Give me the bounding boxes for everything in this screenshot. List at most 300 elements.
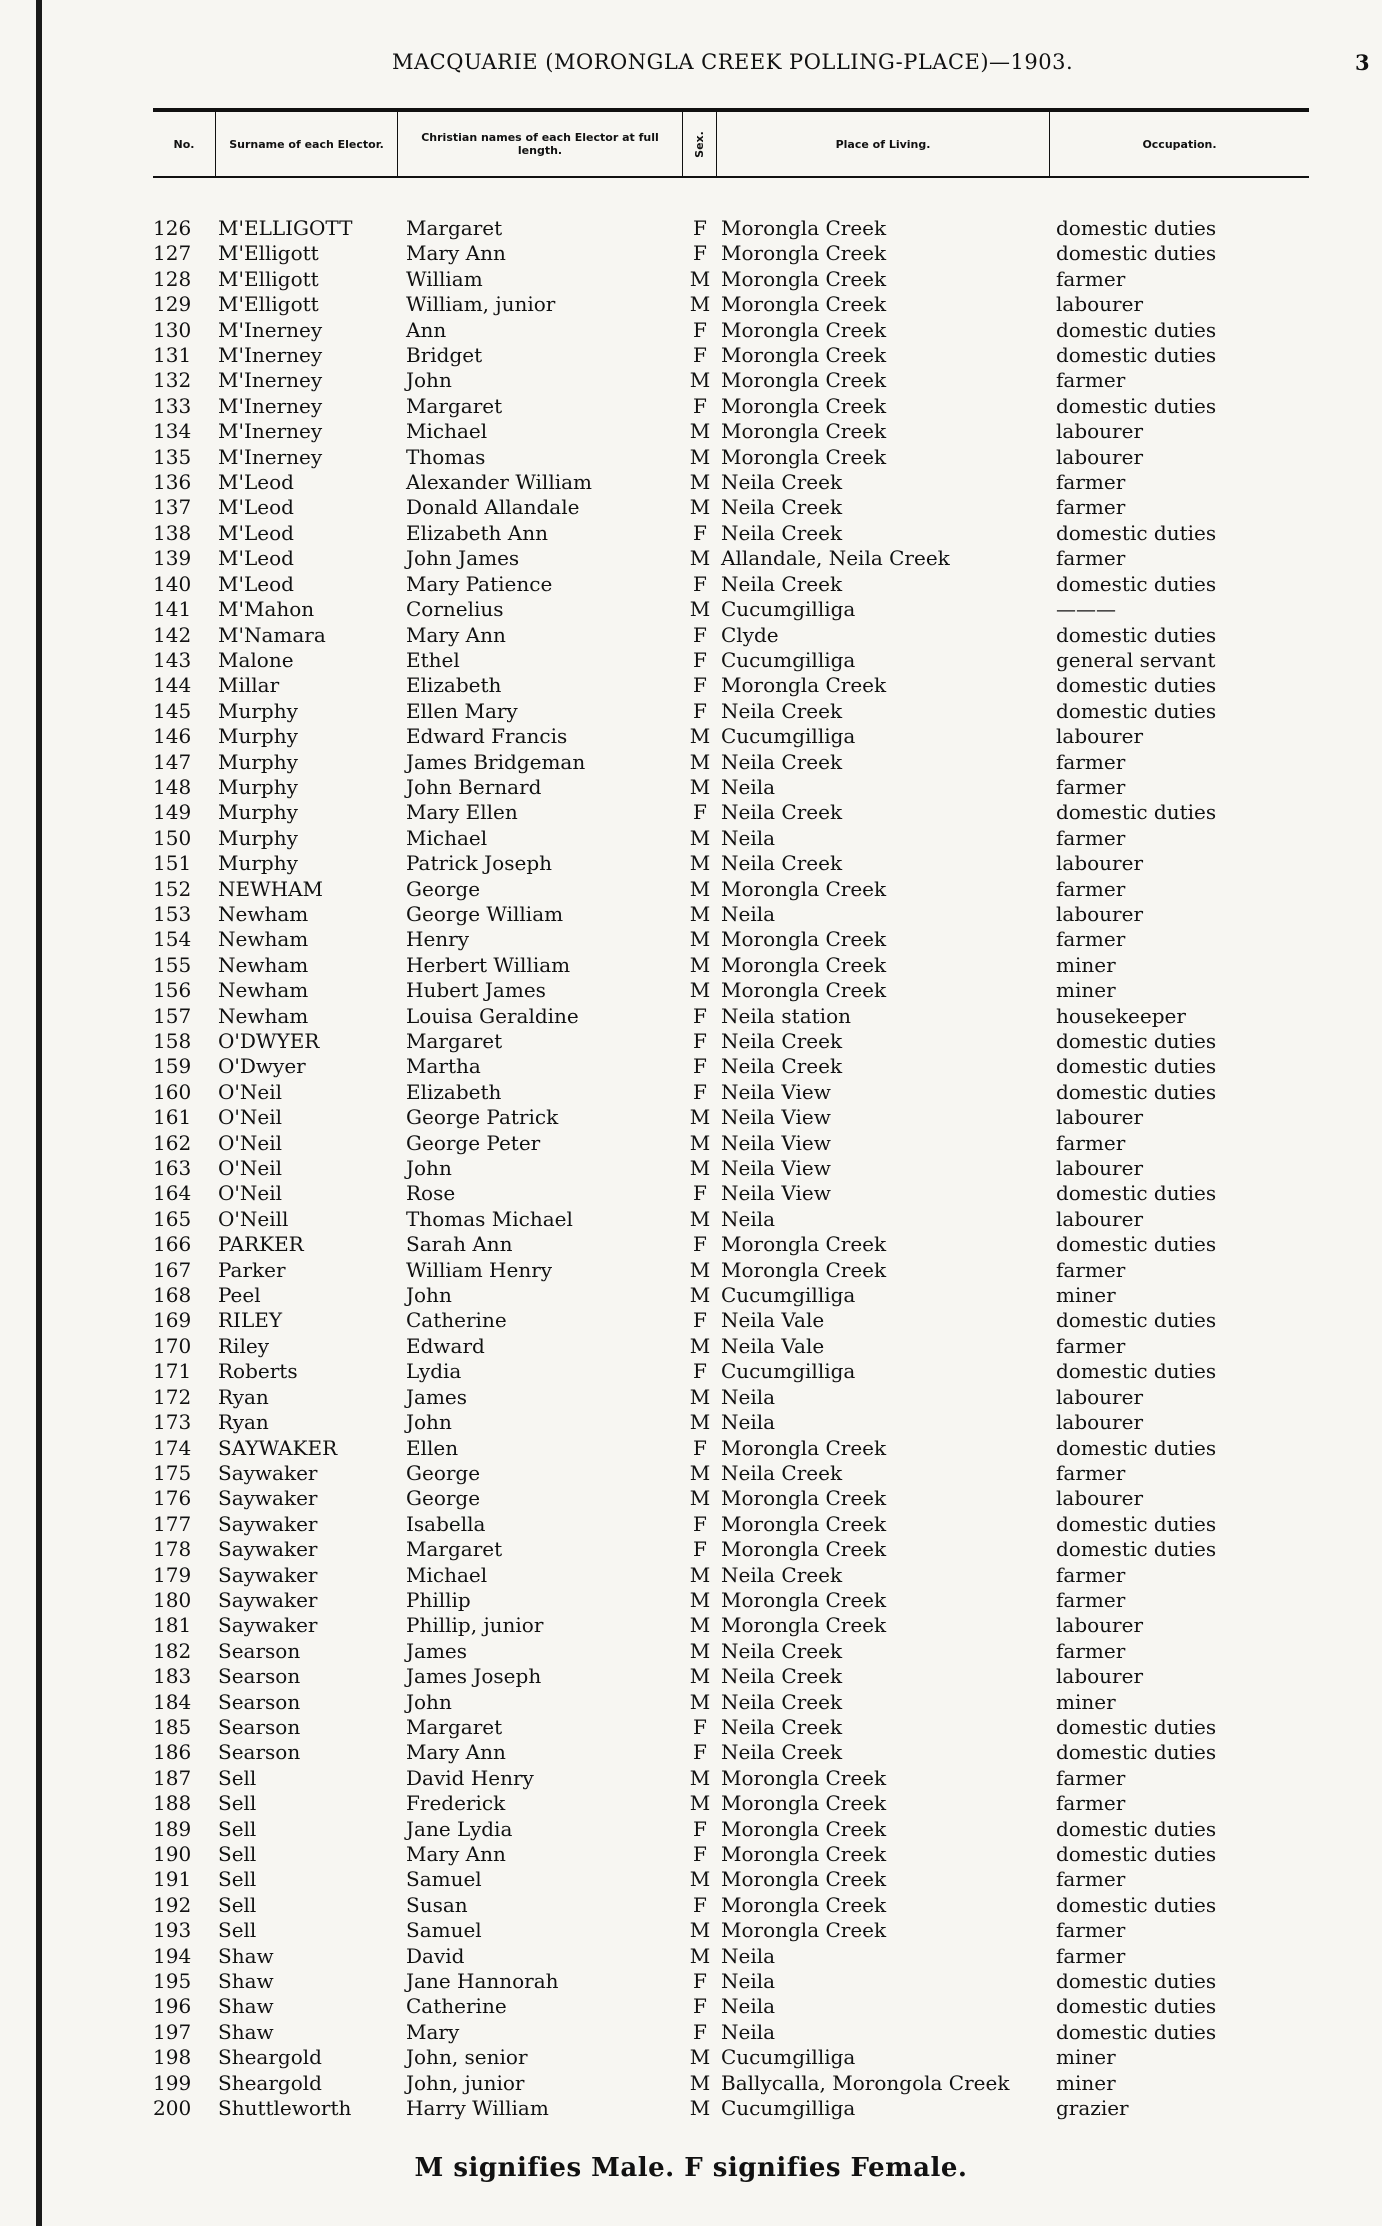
elector-christian-names: John, junior — [406, 2070, 525, 2095]
elector-sex: F — [693, 1740, 707, 1765]
elector-occupation: domestic duties — [1056, 1969, 1217, 1994]
elector-sex: M — [689, 724, 711, 749]
table-row — [153, 2020, 1309, 2045]
elector-occupation: miner — [1056, 2070, 1116, 2095]
elector-occupation: domestic duties — [1056, 1232, 1217, 1257]
table-row — [153, 1207, 1309, 1232]
elector-place-of-living: Morongla Creek — [721, 216, 887, 240]
elector-place-of-living: Cucumgilliga — [721, 647, 856, 672]
elector-occupation: farmer — [1056, 876, 1126, 901]
elector-occupation: domestic duties — [1056, 1714, 1217, 1739]
elector-number: 193 — [153, 1918, 192, 1943]
elector-number: 142 — [153, 622, 192, 647]
table-row — [153, 267, 1309, 292]
elector-occupation: farmer — [1056, 1562, 1126, 1587]
elector-place-of-living: Neila Creek — [721, 495, 843, 520]
elector-place-of-living: Neila Creek — [721, 1638, 843, 1663]
elector-occupation: farmer — [1056, 749, 1126, 774]
elector-christian-names: Alexander William — [406, 470, 592, 495]
elector-number: 154 — [153, 927, 192, 952]
elector-christian-names: George Peter — [406, 1130, 541, 1155]
table-row — [153, 1461, 1309, 1486]
table-row — [153, 1359, 1309, 1384]
elector-christian-names: Michael — [406, 1562, 488, 1587]
elector-surname: Sell — [218, 1892, 257, 1917]
elector-place-of-living: Neila Creek — [721, 1689, 843, 1714]
elector-occupation: farmer — [1056, 1587, 1126, 1612]
elector-surname: Ryan — [218, 1384, 269, 1409]
elector-christian-names: Donald Allandale — [406, 495, 580, 520]
table-row — [153, 572, 1309, 597]
elector-surname: O'Neil — [218, 1181, 283, 1206]
elector-surname: Murphy — [218, 800, 298, 825]
elector-christian-names: Herbert William — [406, 952, 571, 977]
table-row — [153, 597, 1309, 622]
elector-sex: F — [693, 1079, 707, 1104]
elector-christian-names: John — [406, 1156, 452, 1181]
elector-christian-names: Mary — [406, 2019, 460, 2044]
elector-occupation: general servant — [1056, 647, 1216, 672]
elector-surname: Saywaker — [218, 1587, 318, 1612]
elector-christian-names: Louisa Geraldine — [406, 1003, 579, 1028]
elector-place-of-living: Morongla Creek — [721, 1791, 887, 1816]
elector-surname: Riley — [218, 1333, 269, 1358]
elector-place-of-living: Neila Creek — [721, 1740, 843, 1765]
elector-place-of-living: Neila — [721, 825, 776, 850]
table-row — [153, 470, 1309, 495]
elector-sex: M — [689, 1486, 711, 1511]
elector-place-of-living: Neila Creek — [721, 571, 843, 596]
elector-number: 173 — [153, 1410, 192, 1435]
table-row — [153, 750, 1309, 775]
elector-number: 195 — [153, 1969, 192, 1994]
elector-occupation: labourer — [1056, 1156, 1144, 1181]
elector-place-of-living: Neila — [721, 2019, 776, 2044]
table-row — [153, 953, 1309, 978]
elector-occupation: domestic duties — [1056, 1994, 1217, 2019]
elector-sex: F — [693, 1816, 707, 1841]
elector-occupation: domestic duties — [1056, 1892, 1217, 1917]
elector-place-of-living: Morongla Creek — [721, 876, 887, 901]
elector-christian-names: Thomas — [406, 444, 486, 469]
elector-number: 185 — [153, 1714, 192, 1739]
elector-surname: Newham — [218, 978, 309, 1003]
table-row — [153, 343, 1309, 368]
electoral-roll-table — [153, 108, 1309, 2121]
elector-christian-names: James — [406, 1384, 468, 1409]
elector-sex: M — [689, 1105, 711, 1130]
elector-place-of-living: Cucumgilliga — [721, 2045, 856, 2070]
elector-christian-names: Edward Francis — [406, 724, 568, 749]
elector-surname: O'Dwyer — [218, 1054, 306, 1079]
elector-number: 168 — [153, 1283, 192, 1308]
elector-christian-names: John James — [406, 546, 520, 571]
elector-surname: Saywaker — [218, 1562, 318, 1587]
elector-christian-names: Henry — [406, 927, 470, 952]
elector-place-of-living: Neila View — [721, 1181, 831, 1206]
elector-number: 194 — [153, 1943, 192, 1968]
elector-occupation: domestic duties — [1056, 241, 1217, 266]
elector-christian-names: Margaret — [406, 1714, 503, 1739]
table-row — [153, 775, 1309, 800]
elector-occupation: domestic duties — [1056, 1537, 1217, 1562]
elector-surname: PARKER — [218, 1232, 304, 1257]
table-row — [153, 394, 1309, 419]
elector-sex: M — [689, 1638, 711, 1663]
elector-christian-names: Phillip — [406, 1587, 471, 1612]
table-row — [153, 927, 1309, 952]
elector-occupation: grazier — [1056, 2096, 1129, 2121]
table-row — [153, 1994, 1309, 2019]
elector-christian-names: George — [406, 1486, 481, 1511]
elector-place-of-living: Clyde — [721, 622, 779, 647]
elector-sex: F — [693, 317, 707, 342]
elector-number: 133 — [153, 393, 192, 418]
elector-place-of-living: Morongla Creek — [721, 419, 887, 444]
elector-surname: Sell — [218, 1791, 257, 1816]
elector-number: 170 — [153, 1333, 192, 1358]
table-row — [153, 1563, 1309, 1588]
elector-place-of-living: Neila Creek — [721, 1562, 843, 1587]
elector-occupation: domestic duties — [1056, 673, 1217, 698]
elector-number: 186 — [153, 1740, 192, 1765]
elector-occupation: domestic duties — [1056, 571, 1217, 596]
table-row — [153, 1004, 1309, 1029]
elector-number: 147 — [153, 749, 192, 774]
elector-christian-names: John Bernard — [406, 774, 542, 799]
elector-surname: O'Neil — [218, 1105, 283, 1130]
elector-sex: M — [689, 1765, 711, 1790]
elector-number: 126 — [153, 216, 192, 240]
table-row — [153, 292, 1309, 317]
elector-sex: F — [693, 241, 707, 266]
elector-sex: M — [689, 1460, 711, 1485]
elector-sex: M — [689, 470, 711, 495]
elector-christian-names: Mary Ann — [406, 622, 506, 647]
elector-place-of-living: Cucumgilliga — [721, 2096, 856, 2121]
elector-sex: M — [689, 851, 711, 876]
elector-sex: M — [689, 1206, 711, 1231]
elector-occupation: farmer — [1056, 1867, 1126, 1892]
table-row — [153, 2096, 1309, 2121]
elector-christian-names: David Henry — [406, 1765, 534, 1790]
elector-sex: F — [693, 1969, 707, 1994]
table-row — [153, 851, 1309, 876]
table-row — [153, 1867, 1309, 1892]
table-row — [153, 241, 1309, 266]
elector-place-of-living: Neila View — [721, 1156, 831, 1181]
elector-place-of-living: Neila Creek — [721, 1029, 843, 1053]
elector-surname: M'Inerney — [218, 343, 323, 368]
elector-place-of-living: Morongla Creek — [721, 1918, 887, 1943]
elector-occupation: ——— — [1056, 597, 1116, 622]
elector-christian-names: Frederick — [406, 1791, 506, 1816]
elector-sex: F — [693, 2019, 707, 2044]
elector-surname: M'Leod — [218, 495, 294, 520]
table-row — [153, 1334, 1309, 1359]
elector-christian-names: Elizabeth Ann — [406, 520, 548, 545]
elector-place-of-living: Cucumgilliga — [721, 724, 856, 749]
elector-occupation: farmer — [1056, 470, 1126, 495]
elector-occupation: domestic duties — [1056, 1435, 1217, 1460]
elector-christian-names: George Patrick — [406, 1105, 559, 1130]
elector-place-of-living: Neila Creek — [721, 1714, 843, 1739]
elector-surname: Murphy — [218, 774, 298, 799]
elector-surname: Saywaker — [218, 1460, 318, 1485]
elector-christian-names: Ellen Mary — [406, 698, 518, 723]
elector-surname: Shaw — [218, 1994, 274, 2019]
elector-christian-names: Patrick Joseph — [406, 851, 552, 876]
column-header-surname: Surname of each Elector. — [216, 112, 398, 176]
elector-surname: Ryan — [218, 1410, 269, 1435]
elector-number: 139 — [153, 546, 192, 571]
table-row — [153, 1715, 1309, 1740]
elector-occupation: farmer — [1056, 1460, 1126, 1485]
elector-christian-names: Mary Ann — [406, 1842, 506, 1866]
table-row — [153, 1512, 1309, 1537]
elector-place-of-living: Morongla Creek — [721, 1232, 887, 1257]
elector-number: 157 — [153, 1003, 192, 1028]
table-row — [153, 1054, 1309, 1079]
elector-christian-names: Margaret — [406, 1029, 503, 1053]
elector-occupation: domestic duties — [1056, 1079, 1217, 1104]
elector-place-of-living: Cucumgilliga — [721, 1359, 856, 1384]
elector-number: 197 — [153, 2019, 192, 2044]
elector-surname: M'Elligott — [218, 292, 319, 317]
elector-place-of-living: Neila Creek — [721, 749, 843, 774]
elector-place-of-living: Neila Creek — [721, 851, 843, 876]
elector-place-of-living: Cucumgilliga — [721, 597, 856, 622]
table-row — [153, 1436, 1309, 1461]
elector-christian-names: Mary Ellen — [406, 800, 518, 825]
elector-occupation: domestic duties — [1056, 622, 1217, 647]
elector-sex: F — [693, 1842, 707, 1866]
elector-place-of-living: Morongla Creek — [721, 1892, 887, 1917]
table-row — [153, 1893, 1309, 1918]
elector-occupation: farmer — [1056, 774, 1126, 799]
table-row — [153, 673, 1309, 698]
elector-occupation: farmer — [1056, 1257, 1126, 1282]
elector-christian-names: Mary Patience — [406, 571, 553, 596]
elector-place-of-living: Neila — [721, 1969, 776, 1994]
elector-place-of-living: Neila Creek — [721, 1460, 843, 1485]
elector-christian-names: Hubert James — [406, 978, 546, 1003]
elector-sex: M — [689, 1791, 711, 1816]
elector-occupation: domestic duties — [1056, 1308, 1217, 1333]
elector-surname: Malone — [218, 647, 294, 672]
elector-christian-names: Phillip, junior — [406, 1613, 544, 1638]
elector-surname: Searson — [218, 1638, 301, 1663]
elector-christian-names: Ethel — [406, 647, 460, 672]
elector-christian-names: Samuel — [406, 1867, 482, 1892]
elector-place-of-living: Morongla Creek — [721, 1537, 887, 1562]
elector-sex: M — [689, 597, 711, 622]
elector-surname: Sell — [218, 1842, 257, 1866]
table-row — [153, 1842, 1309, 1867]
elector-surname: M'Inerney — [218, 444, 323, 469]
elector-number: 137 — [153, 495, 192, 520]
elector-christian-names: Jane Lydia — [406, 1816, 513, 1841]
elector-number: 150 — [153, 825, 192, 850]
elector-surname: Murphy — [218, 724, 298, 749]
elector-sex: M — [689, 1333, 711, 1358]
elector-place-of-living: Morongla Creek — [721, 343, 887, 368]
elector-occupation: farmer — [1056, 927, 1126, 952]
elector-place-of-living: Neila Creek — [721, 470, 843, 495]
table-row — [153, 1181, 1309, 1206]
elector-place-of-living: Morongla Creek — [721, 393, 887, 418]
elector-surname: O'Neil — [218, 1130, 283, 1155]
elector-surname: M'Mahon — [218, 597, 315, 622]
elector-sex: M — [689, 978, 711, 1003]
table-row — [153, 2071, 1309, 2096]
elector-number: 172 — [153, 1384, 192, 1409]
elector-sex: M — [689, 1283, 711, 1308]
elector-surname: Newham — [218, 927, 309, 952]
elector-occupation: labourer — [1056, 1486, 1144, 1511]
elector-surname: M'Namara — [218, 622, 326, 647]
elector-surname: M'Elligott — [218, 266, 319, 291]
elector-christian-names: Mary Ann — [406, 241, 506, 266]
elector-occupation: farmer — [1056, 1130, 1126, 1155]
page-number: 3 — [1355, 50, 1370, 75]
table-row — [153, 1588, 1309, 1613]
elector-place-of-living: Morongla Creek — [721, 444, 887, 469]
elector-occupation: domestic duties — [1056, 393, 1217, 418]
elector-occupation: labourer — [1056, 851, 1144, 876]
elector-surname: Murphy — [218, 825, 298, 850]
elector-sex: M — [689, 1918, 711, 1943]
elector-occupation: labourer — [1056, 1206, 1144, 1231]
elector-sex: F — [693, 1714, 707, 1739]
elector-number: 141 — [153, 597, 192, 622]
column-header-no: No. — [153, 112, 216, 176]
column-header-place: Place of Living. — [717, 112, 1050, 176]
elector-occupation: domestic duties — [1056, 698, 1217, 723]
elector-number: 174 — [153, 1435, 192, 1460]
elector-occupation: domestic duties — [1056, 1511, 1217, 1536]
elector-occupation: domestic duties — [1056, 1359, 1217, 1384]
elector-christian-names: Margaret — [406, 393, 503, 418]
elector-number: 136 — [153, 470, 192, 495]
table-row — [153, 1283, 1309, 1308]
elector-number: 199 — [153, 2070, 192, 2095]
elector-number: 163 — [153, 1156, 192, 1181]
elector-sex: F — [693, 520, 707, 545]
elector-surname: NEWHAM — [218, 876, 324, 901]
elector-number: 178 — [153, 1537, 192, 1562]
elector-surname: M'Inerney — [218, 419, 323, 444]
elector-christian-names: George — [406, 1460, 481, 1485]
elector-number: 143 — [153, 647, 192, 672]
elector-christian-names: Edward — [406, 1333, 485, 1358]
elector-place-of-living: Morongla Creek — [721, 1435, 887, 1460]
elector-sex: F — [693, 1308, 707, 1333]
elector-surname: Sell — [218, 1918, 257, 1943]
elector-number: 127 — [153, 241, 192, 266]
elector-surname: Murphy — [218, 698, 298, 723]
elector-number: 164 — [153, 1181, 192, 1206]
elector-surname: M'ELLIGOTT — [218, 216, 353, 240]
elector-place-of-living: Morongla Creek — [721, 1486, 887, 1511]
elector-place-of-living: Neila Creek — [721, 520, 843, 545]
table-row — [153, 800, 1309, 825]
elector-number: 177 — [153, 1511, 192, 1536]
table-row — [153, 1308, 1309, 1333]
elector-christian-names: John — [406, 1283, 452, 1308]
elector-christian-names: Michael — [406, 825, 488, 850]
elector-christian-names: Susan — [406, 1892, 468, 1917]
elector-occupation: domestic duties — [1056, 1816, 1217, 1841]
elector-place-of-living: Morongla Creek — [721, 927, 887, 952]
elector-sex: F — [693, 698, 707, 723]
sex-legend-footnote: M signifies Male. F signifies Female. — [414, 2153, 968, 2183]
elector-surname: Millar — [218, 673, 280, 698]
table-row — [153, 699, 1309, 724]
elector-surname: Newham — [218, 901, 309, 926]
elector-place-of-living: Neila Creek — [721, 698, 843, 723]
elector-occupation: labourer — [1056, 292, 1144, 317]
elector-place-of-living: Morongla Creek — [721, 1613, 887, 1638]
elector-occupation: miner — [1056, 952, 1116, 977]
elector-number: 190 — [153, 1842, 192, 1866]
table-row — [153, 1918, 1309, 1943]
elector-occupation: farmer — [1056, 1765, 1126, 1790]
elector-sex: M — [689, 1867, 711, 1892]
elector-place-of-living: Neila Creek — [721, 1054, 843, 1079]
elector-christian-names: Lydia — [406, 1359, 462, 1384]
elector-occupation: miner — [1056, 978, 1116, 1003]
elector-occupation: labourer — [1056, 1384, 1144, 1409]
elector-christian-names: Jane Hannorah — [406, 1969, 559, 1994]
elector-christian-names: John, senior — [406, 2045, 528, 2070]
elector-surname: Murphy — [218, 851, 298, 876]
elector-occupation: miner — [1056, 2045, 1116, 2070]
elector-place-of-living: Morongla Creek — [721, 266, 887, 291]
page-title: MACQUARIE (MORONGLA CREEK POLLING-PLACE)—1903. — [392, 50, 1074, 74]
elector-occupation: farmer — [1056, 825, 1126, 850]
table-row — [153, 826, 1309, 851]
elector-sex: M — [689, 368, 711, 393]
elector-surname: Sheargold — [218, 2070, 322, 2095]
elector-surname: Searson — [218, 1664, 301, 1689]
elector-christian-names: Ann — [406, 317, 447, 342]
elector-sex: F — [693, 571, 707, 596]
elector-sex: F — [693, 1181, 707, 1206]
elector-surname: Newham — [218, 952, 309, 977]
elector-number: 129 — [153, 292, 192, 317]
elector-place-of-living: Neila Vale — [721, 1308, 825, 1333]
elector-occupation: farmer — [1056, 1333, 1126, 1358]
elector-sex: M — [689, 2096, 711, 2121]
elector-occupation: farmer — [1056, 1918, 1126, 1943]
elector-sex: M — [689, 876, 711, 901]
elector-number: 138 — [153, 520, 192, 545]
elector-surname: SAYWAKER — [218, 1435, 338, 1460]
elector-occupation: domestic duties — [1056, 1740, 1217, 1765]
elector-occupation: domestic duties — [1056, 520, 1217, 545]
elector-sex: F — [693, 622, 707, 647]
table-row — [153, 1613, 1309, 1638]
elector-occupation: domestic duties — [1056, 216, 1217, 240]
elector-surname: Murphy — [218, 749, 298, 774]
elector-place-of-living: Morongla Creek — [721, 1587, 887, 1612]
elector-sex: M — [689, 1156, 711, 1181]
elector-number: 182 — [153, 1638, 192, 1663]
table-row — [153, 1740, 1309, 1765]
elector-sex: M — [689, 952, 711, 977]
elector-occupation: farmer — [1056, 1638, 1126, 1663]
